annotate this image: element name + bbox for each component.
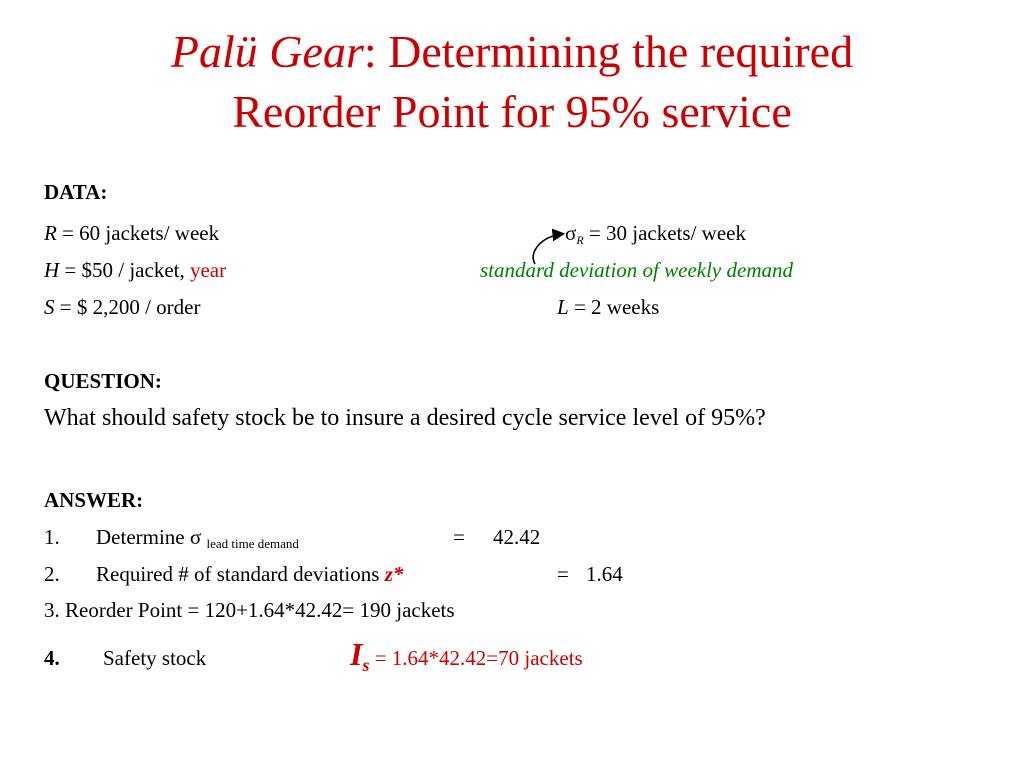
step-2-z-star: z* xyxy=(384,562,404,586)
data-s-line xyxy=(44,295,201,320)
h-value: = $50 / jacket, xyxy=(59,258,190,282)
var-s: S xyxy=(44,295,55,319)
title-line-1 xyxy=(0,22,1024,82)
step-1-value: 42.42 xyxy=(493,525,541,549)
data-h-line xyxy=(44,258,226,283)
data-sigma-r-line xyxy=(565,221,746,248)
sigma-symbol: σ xyxy=(565,221,577,245)
step-1-subscript: lead time demand xyxy=(206,536,299,551)
data-heading: DATA: xyxy=(44,180,108,204)
sigma-note: standard deviation of weekly demand xyxy=(480,258,793,282)
step-2-label-group xyxy=(96,562,403,587)
step-4-var-i: I xyxy=(350,636,363,672)
answer-step-4-number: 4. xyxy=(44,646,60,670)
data-l-line xyxy=(557,295,659,320)
answer-step-3: 3. Reorder Point = 120+1.64*42.42= 190 jackets xyxy=(44,598,455,622)
step-2-equals: = xyxy=(557,562,569,586)
answer-step-1 xyxy=(44,525,60,550)
data-r-line xyxy=(44,221,219,246)
title-line-2: Reorder Point for 95% service xyxy=(232,86,792,137)
var-h: H xyxy=(44,258,60,282)
step-4-result: = 1.64*42.42=70 jackets xyxy=(369,646,583,670)
question-heading: QUESTION: xyxy=(44,369,162,393)
step-4-var-sub: s xyxy=(362,655,370,675)
sigma-r-value: = 30 jackets/ week xyxy=(583,221,746,245)
slide-title xyxy=(0,22,1024,142)
step-2-label: Required # of standard deviations xyxy=(96,562,385,586)
step-2-value: 1.64 xyxy=(586,562,623,586)
answer-step-2-number: 2. xyxy=(44,562,60,586)
var-l: L xyxy=(557,295,569,319)
s-value: = $ 2,200 / order xyxy=(54,295,201,319)
h-year: year xyxy=(189,258,227,282)
step-1-number: 1. xyxy=(44,525,60,549)
r-value: = 60 jackets/ week xyxy=(56,221,220,245)
question-text: What should safety stock be to insure a desired cycle service level of 95%? xyxy=(44,405,766,431)
answer-heading: ANSWER: xyxy=(44,488,144,512)
step-4-formula xyxy=(350,636,583,676)
sigma-r-subscript: R xyxy=(576,233,584,247)
step-1-label-group xyxy=(96,525,299,552)
var-r: R xyxy=(44,221,57,245)
title-line-1-rest: : Determining the required xyxy=(363,26,854,77)
step-1-equals: = xyxy=(453,525,465,549)
step-1-label: Determine xyxy=(96,525,190,549)
step-1-sigma: σ xyxy=(189,525,202,549)
title-brand: Palü Gear xyxy=(170,26,364,77)
l-value: = 2 weeks xyxy=(568,295,660,319)
step-4-label: Safety stock xyxy=(103,646,207,670)
